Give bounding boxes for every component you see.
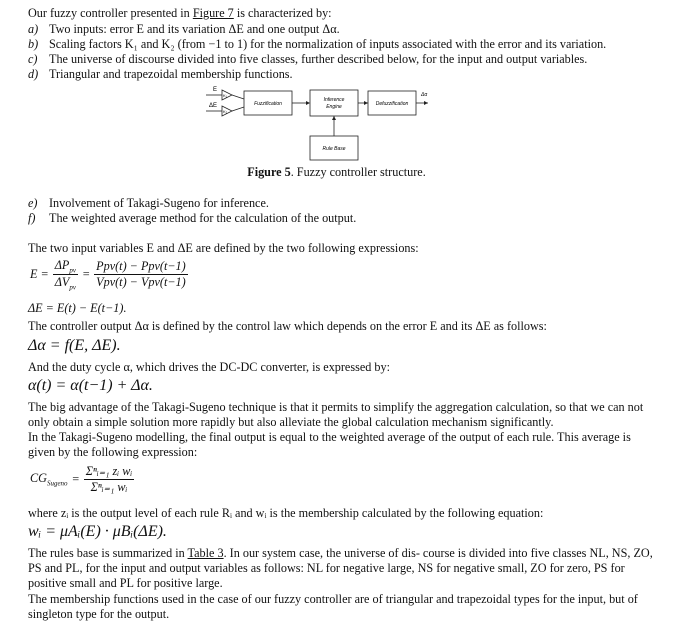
output-label: Δα (421, 92, 428, 98)
equation-e: E = $\Delta P_{pv}$ $\Delta V_{pv}$ = Ppv(t) − Ppv(t−1) Vpv(t) − Vpv(t−1) (30, 258, 186, 292)
table-link[interactable]: Table 3 (187, 546, 224, 560)
equation-delta-e: ΔE = E(t) − E(t−1). (28, 301, 127, 315)
caption-text: . Fuzzy controller structure. (290, 165, 426, 179)
engine-label: Engine (326, 104, 342, 110)
fuzzy-controller-diagram (200, 84, 430, 170)
gain-k2-label: K₂ (223, 109, 228, 114)
inference-engine-block (310, 90, 358, 116)
feature-list (28, 22, 659, 82)
paragraph-rules: The rules base is summarized in Table 3. In our system case, the universe of dis- course is divided into five classes NL, NS, ZO, PS and PL, for the input and output variables as follows: NL for negative large, NS for negative small, ZO for zero, PS for positive small and PL for positive large. (28, 546, 653, 590)
equation-cg: $CG_{Sugeno}$ = Σⁿᵢ₌₁ zᵢ wᵢ Σⁿᵢ₌₁ wᵢ (30, 464, 133, 494)
input-e-label: E (213, 87, 218, 93)
figure-caption (0, 165, 673, 180)
paragraph-advantage: The big advantage of the Takagi-Sugeno technique is that it permits to simplify the aggregation calculation, so that we can not only obtain a simple solution more rapidly but also alleviate the global calculation mechanism significantly. (28, 400, 644, 429)
list-item: e) Involvement of Takagi-Sugeno for inference. (28, 196, 269, 210)
inference-label: Inference (323, 97, 345, 103)
list-item: f) The weighted average method for the calculation of the output. (28, 211, 357, 225)
list-item: d) Triangular and trapezoidal membership functions. (28, 67, 293, 81)
gain-k1-label: K₁ (223, 93, 228, 98)
rule-base-label: Rule Base (322, 146, 346, 152)
input-de-label: ΔE (209, 103, 218, 109)
paragraph-membership-functions: The membership functions used in the case of our fuzzy controller are of triangular and trapezoidal types for the input, but of singleton type for the output. (28, 592, 638, 621)
paragraph-where: where zᵢ is the output level of each rule Rᵢ and wᵢ is the membership calculated by the following equation: (28, 506, 544, 520)
defuzzification-label: Defuzzification (375, 101, 409, 107)
figure-link[interactable]: Figure 7 (192, 6, 234, 20)
equation-duty-cycle: α(t) = α(t−1) + Δα. (28, 377, 153, 394)
paragraph-inputs: The two input variables E and ΔE are defined by the two following expressions: (28, 241, 419, 255)
list-item: c) The universe of discourse divided into five classes, further described below, for the input and output variables. (28, 52, 588, 66)
intro-suffix: is characterized by: (233, 6, 332, 20)
list-item: b) Scaling factors K₁ and K₂ (from −1 to 1) for the normalization of inputs associated with the error and its variation. (28, 37, 607, 51)
equation-control-law: Δα = f(E, ΔE). (28, 337, 121, 354)
paragraph-model: In the Takagi-Sugeno modelling, the final output is equal to the weighted average of the output of each rule. This average is given by the following expression: (28, 430, 631, 459)
intro-text: Our fuzzy controller presented in (28, 6, 193, 20)
equation-membership: wᵢ = μAᵢ(E) · μBᵢ(ΔE). (28, 523, 167, 540)
method-list (28, 196, 659, 226)
list-item: a) Two inputs: error E and its variation ΔE and one output Δα. (28, 22, 340, 36)
paragraph-output: The controller output Δα is defined by the control law which depends on the error E and its ΔE as follows: (28, 319, 547, 333)
fuzzification-label: Fuzzification (254, 101, 282, 107)
intro-paragraph (28, 6, 659, 21)
paragraph-duty: And the duty cycle α, which drives the DC-DC converter, is expressed by: (28, 360, 390, 374)
caption-label: Figure 5 (247, 165, 291, 179)
